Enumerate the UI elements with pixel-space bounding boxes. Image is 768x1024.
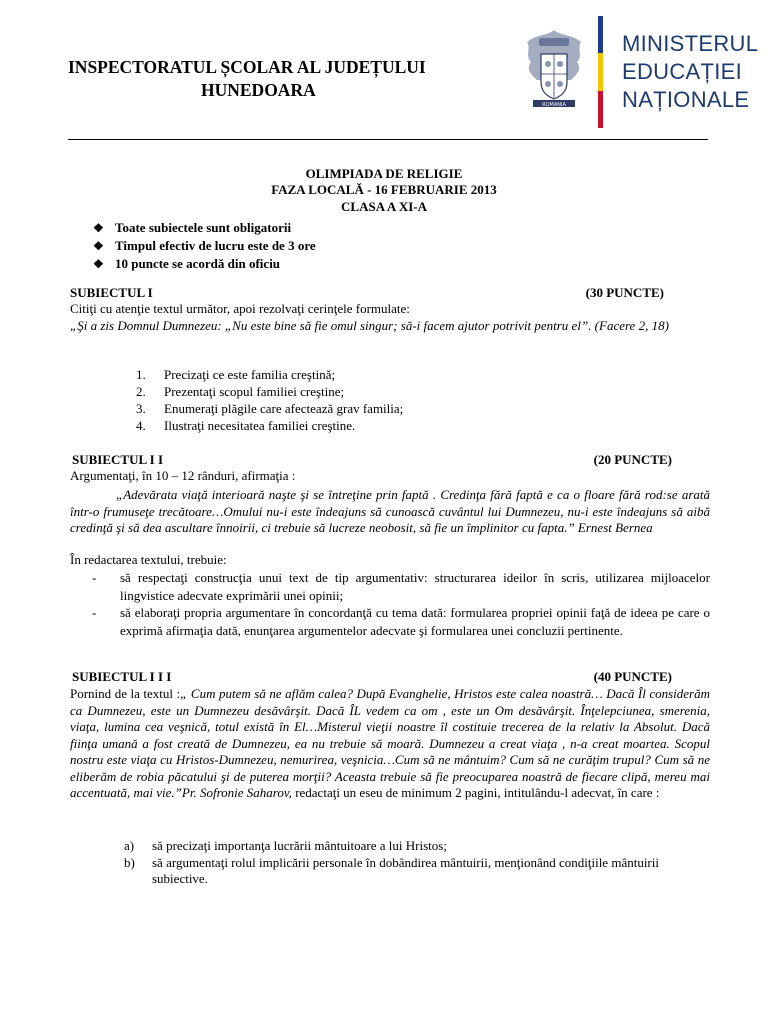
subject-2-title: SUBIECTUL I I	[72, 452, 164, 467]
list-item: - să elaboraţi propria argumentare în concordanţă cu tema dată: formularea propriei opinii faţă de ideea pe care o exprimă afirmaţia dată, enunţarea argumentelor adecvate şi formularea unei concluzii pertinente.	[92, 605, 710, 638]
subject-2-lead: În redactarea textului, trebuie:	[70, 552, 227, 567]
subject-2-quote: „Adevărata viaţă interioară naşte şi se întreţine prin faptă . Credinţa fără faptă e ca o floare fără rod:se arată într-o frumuseţe trecătoare…Omului nu-i este îndeajuns să cunoască cuvântul lui Dumnezeu, nu-i este îndeajuns să aibă credinţă şi să dea ascultare înnoirii, ci trebuie să lucreze neobosit, să fie un împlinitor cu fapta.” Ernest Bernea	[70, 487, 710, 535]
diamond-bullet-icon: ❖	[93, 257, 104, 271]
subject-3-requirements	[124, 838, 710, 888]
header-divider	[68, 139, 708, 140]
subject-3-intro: Pornind de la textul :	[70, 686, 181, 701]
subject-2-requirements	[92, 569, 710, 639]
phase-date: FAZA LOCALĂ - 16 FEBRUARIE 2013	[271, 182, 497, 197]
subject-1-instruction: Citiţi cu atenţie textul următor, apoi rezolvaţi cerinţele formulate:	[70, 301, 410, 316]
subject-2-instruction: Argumentaţi, în 10 – 12 rânduri, afirmaţia :	[70, 468, 296, 483]
subject-3-title: SUBIECTUL I I I	[72, 669, 172, 684]
subject-3-task: redactaţi un eseu de minimum 2 pagini, intitulându-l adecvat, în care :	[291, 785, 660, 800]
subject-3-text	[70, 686, 710, 802]
diamond-bullet-icon: ❖	[93, 221, 104, 235]
ministry-line3: NAȚIONALE	[622, 87, 750, 112]
subject-1-questions	[136, 366, 403, 434]
rules-list	[93, 219, 316, 273]
list-item: 3. Enumeraţi plăgile care afectează grav familia;	[136, 401, 404, 416]
inspectorate-line2: HUNEDOARA	[201, 80, 316, 100]
subject-3-quote: „ Cum putem să ne aflăm calea? După Evanghelie, Hristos este calea noastră… Dacă Îl considerăm ca Dumnezeu, este un Dumnezeu desăvârşit. Dacă ÎL vedem ca om , este un Om desăvârşit. Înţelepciunea, smerenia, viaţa, lumina cea veşnică, totul există în El…Misterul vieţii noastre îl costituie trecerea de la relativ la Absolut. Dacă fiinţa umană a fost creată de Dumnezeu, ea nu trebuie să moară. Dumnezeu a creat viaţa , n-a creat moartea. Scopul nostru este viaţa cu Hristos-Dumnezeu, nemurirea, veşnicia…Cum să ne mântuim? Cum să ne curăţim trupul? Cum să ne eliberăm de robia păcatului şi de puterea morţii? Aceasta trebuie să fie preocuparea noastră de fiecare clipă, mereu mai accentuată, mai vie.”Pr. Sofronie Saharov,	[70, 686, 711, 800]
inspectorate-title	[68, 56, 426, 102]
ministry-logo-text	[622, 30, 758, 114]
list-item: 2. Prezentaţi scopul familiei creştine;	[136, 384, 345, 399]
subject-2-points: (20 PUNCTE)	[593, 452, 672, 467]
ministry-line1: MINISTERUL	[622, 31, 759, 56]
list-item: - să respectaţi construcţia unui text de tip argumentativ: structurarea ideilor în scris, utilizarea mijloacelor lingvistice adecvate exprimării unei opinii;	[92, 570, 710, 603]
romania-coat-of-arms-logo	[517, 26, 591, 110]
ministry-line2: EDUCAȚIEI	[622, 59, 743, 84]
subject-2-heading	[72, 452, 672, 468]
class-level: CLASA A XI-A	[341, 199, 427, 214]
subject-1-points: (30 PUNCTE)	[585, 285, 664, 300]
rule-item: ❖ Toate subiectele sunt obligatorii	[93, 220, 292, 235]
subject-1-heading	[70, 285, 670, 301]
olympiad-title: OLIMPIADA DE RELIGIE	[305, 166, 463, 181]
list-item: b) să argumentaţi rolul implicării personale în dobândirea mântuirii, menţionând condiţiile mântuirii subiective.	[124, 854, 659, 886]
subject-3-points: (40 PUNCTE)	[593, 669, 672, 684]
subject-3-heading	[72, 669, 672, 685]
rule-item: ❖ Timpul efectiv de lucru este de 3 ore	[93, 238, 316, 253]
diamond-bullet-icon: ❖	[93, 239, 104, 253]
list-item: 4. Ilustraţi necesitatea familiei creştine.	[136, 418, 356, 433]
subject-1-title: SUBIECTUL I	[70, 285, 153, 300]
list-item: 1. Precizaţi ce este familia creştină;	[136, 367, 336, 382]
list-item: a) să precizaţi importanţa lucrării mântuitoare a lui Hristos;	[124, 838, 447, 853]
inspectorate-line1: INSPECTORATUL ȘCOLAR AL JUDEȚULUI	[68, 57, 426, 77]
subject-1-quote: „Şi a zis Domnul Dumnezeu: „Nu este bine să fie omul singur; să-i facem ajutor potrivit pentru el”. (Facere 2, 18)	[70, 318, 669, 333]
tricolor-stripe	[598, 16, 603, 128]
svg-text:ROMANIA: ROMANIA	[542, 102, 566, 108]
rule-item: ❖ 10 puncte se acordă din oficiu	[93, 256, 281, 271]
